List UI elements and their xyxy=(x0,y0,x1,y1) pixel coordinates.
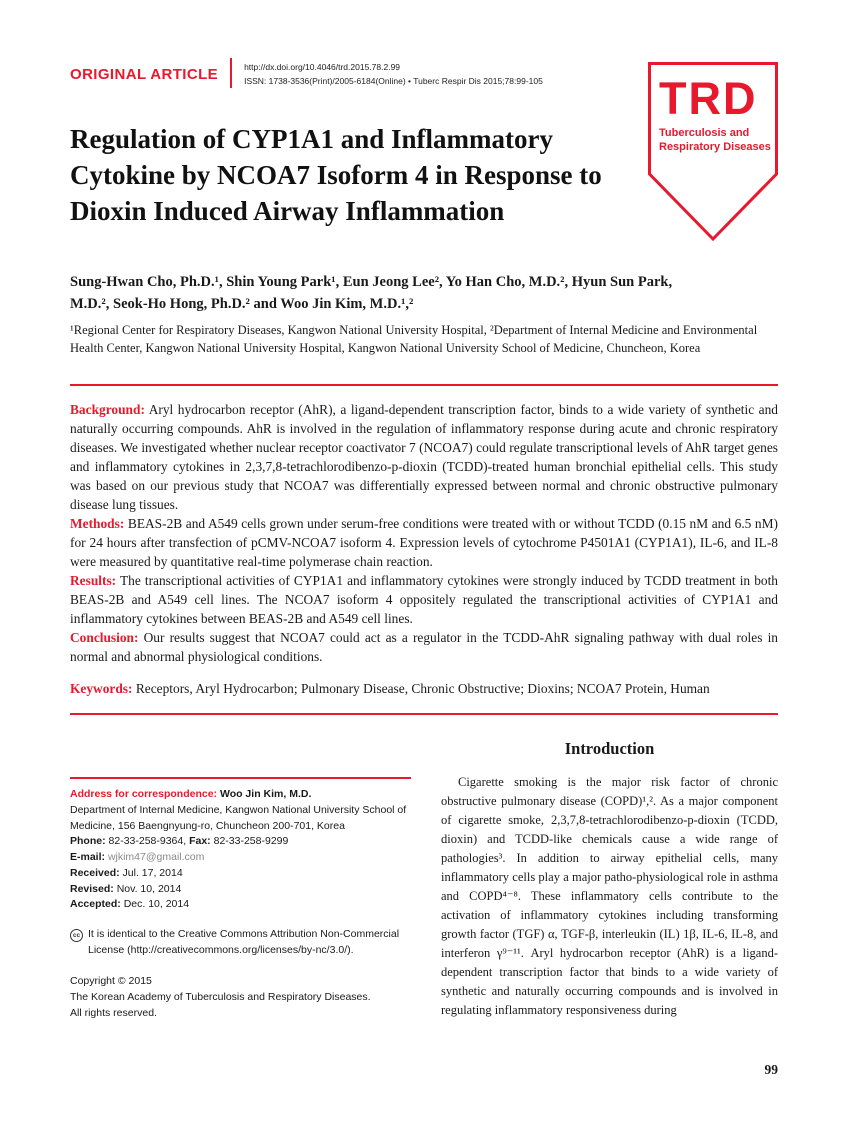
creative-commons-icon: cc xyxy=(70,929,83,942)
phone-label: Phone: xyxy=(70,835,106,848)
page-number: 99 xyxy=(764,1062,778,1077)
title-line-3: Dioxin Induced Airway Inflammation xyxy=(70,195,505,226)
abstract-background xyxy=(70,400,778,514)
journal-logo-pennant xyxy=(648,62,778,242)
correspondence-label: Address for correspondence: xyxy=(70,788,218,801)
phone-fax-line xyxy=(70,834,411,850)
abstract-results-text: The transcriptional activities of CYP1A1 and inflammatory cytokines were strongly induced by TCDD treatment in both BEAS-2B and A549 cell lines. The NCOA7 isoform 4 oppositely regulated the transcriptional activities of CYP1A1 and inflammatory cytokines between BEAS-2B and A549 cell lines. xyxy=(70,573,779,627)
abstract-methods xyxy=(70,514,778,571)
journal-name-line2: Respiratory Diseases xyxy=(659,141,771,153)
correspondence-column xyxy=(70,739,411,1021)
header-divider xyxy=(230,58,232,88)
received-label: Received: xyxy=(70,866,120,879)
abstract-conclusion xyxy=(70,628,778,666)
email-line xyxy=(70,850,411,866)
revised-date: Nov. 10, 2014 xyxy=(116,882,182,895)
copyright-line-1: Copyright © 2015 xyxy=(70,974,152,987)
correspondence-address: Department of Internal Medicine, Kangwon National University School of Medicine, 156 Baengnyung-ro, Chuncheon 200-701, Korea xyxy=(70,803,407,832)
phone-value: 82-33-258-9364, xyxy=(108,835,187,848)
keywords-label: Keywords: xyxy=(70,681,133,697)
correspondence-line xyxy=(70,787,411,803)
abstract-results-label: Results: xyxy=(70,573,117,589)
abstract-methods-label: Methods: xyxy=(70,515,125,531)
accepted-line xyxy=(70,897,411,913)
accepted-date: Dec. 10, 2014 xyxy=(123,898,190,911)
abstract xyxy=(70,400,778,698)
copyright-line-3: All rights reserved. xyxy=(70,1007,157,1020)
article-type-label: ORIGINAL ARTICLE xyxy=(70,66,219,83)
journal-name-line1: Tuberculosis and xyxy=(659,127,750,139)
email-value: wjkim47@gmail.com xyxy=(107,851,205,864)
authors xyxy=(70,272,778,316)
affiliations: ¹Regional Center for Respiratory Diseases, Kangwon National University Hospital, ²Department of Internal Medicine and Environmental Health Center, Kangwon National University Hospital, Kangwon National University School of Medicine, Chuncheon, Korea xyxy=(70,323,758,355)
keywords-text: Receptors, Aryl Hydrocarbon; Pulmonary Disease, Chronic Obstructive; Dioxins; NCOA7 Protein, Human xyxy=(135,681,710,697)
correspondence-name: Woo Jin Kim, M.D. xyxy=(219,788,312,801)
abstract-results xyxy=(70,571,778,628)
fax-label: Fax: xyxy=(189,835,211,848)
introduction-column xyxy=(441,739,778,1021)
revised-label: Revised: xyxy=(70,882,114,895)
license-notice xyxy=(70,927,411,959)
abstract-bottom-rule xyxy=(70,713,778,715)
abstract-background-text: Aryl hydrocarbon receptor (AhR), a ligand-dependent transcription factor, binds to a wide variety of synthetic and naturally occurring compounds. AhR is involved in the regulation of inflammatory response during acute and chronic respiratory diseases. We investigated whether nuclear receptor coactivator 7 (NCOA7) could regulate transcriptional levels of AhR target genes and inflammatory cytokines in 2,3,7,8-tetrachlorodibenzo-p-dioxin (TCDD)-treated human bronchial epithelial cells. This study was based on our previous study that NCOA7 was differentially expressed between normal and chronic obstructive pulmonary disease lung tissues. xyxy=(70,401,779,512)
abstract-conclusion-label: Conclusion: xyxy=(70,630,139,646)
two-column-section xyxy=(70,739,778,1021)
correspondence-block xyxy=(70,787,411,913)
fax-value: 82-33-258-9299 xyxy=(213,835,289,848)
copyright-line-2: The Korean Academy of Tuberculosis and Respiratory Diseases. xyxy=(70,990,371,1003)
citation-block xyxy=(244,60,543,88)
copyright-block xyxy=(70,973,411,1022)
abstract-methods-text: BEAS-2B and A549 cells grown under serum-free conditions were treated with or without TCDD (0.15 nM and 6.5 nM) for 24 hours after transfection of pCMV-NCOA7 isoform 4. Expression levels of cytochrome P4501A1 (CYP1A1), IL-6, and IL-8 were measured by quantitative real-time polymerase chain reaction. xyxy=(70,515,778,569)
issn-text: ISSN: 1738-3536(Print)/2005-6184(Online) • Tuberc Respir Dis 2015;78:99-105 xyxy=(244,76,543,87)
introduction-heading: Introduction xyxy=(564,739,655,759)
accepted-label: Accepted: xyxy=(70,898,121,911)
introduction-paragraph: Cigarette smoking is the major risk factor of chronic obstructive pulmonary disease (COPD)¹,². As a major component of cigarette smoke, 2,3,7,8-tetrachlorodibenzo-p-dioxin (TCDD, dioxin) and TCDD-like chemicals cause a wide range of pathologies³. In addition to airway epithelial cells, many inflammatory cells play a major patho-physiological role in asthma and COPD⁴⁻⁸. These inflammatory cells contribute to the activation of inflammatory cytokines including transforming growth factor (TGF) α, TGF-β, interleukin (IL) 1β, IL-6, IL-8, and interferon γ⁹⁻¹¹. Aryl hydrocarbon receptor (AhR) is a ligand-dependent transcription factor that binds to a wide variety of synthetic and naturally occurring compounds and is involved in regulating inflammatory responsiveness during xyxy=(441,775,778,1018)
authors-line-2: M.D.², Seok-Ho Hong, Ph.D.² and Woo Jin Kim, M.D.¹,² xyxy=(70,295,414,312)
title-line-1: Regulation of CYP1A1 and Inflammatory xyxy=(70,124,553,155)
authors-line-1: Sung-Hwan Cho, Ph.D.¹, Shin Young Park¹, Eun Jeong Lee², Yo Han Cho, M.D.², Hyun Sun Park, xyxy=(70,273,673,290)
keywords-line xyxy=(70,679,778,698)
email-label: E-mail: xyxy=(70,851,106,864)
received-date: Jul. 17, 2014 xyxy=(122,866,183,879)
correspondence-rule xyxy=(70,777,411,779)
journal-acronym: TRD xyxy=(659,73,758,124)
abstract-top-rule xyxy=(70,384,778,386)
abstract-conclusion-text: Our results suggest that NCOA7 could act as a regulator in the TCDD-AhR signaling pathway with dual roles in normal and abnormal physiological conditions. xyxy=(70,630,778,665)
received-line xyxy=(70,866,411,882)
title-line-2: Cytokine by NCOA7 Isoform 4 in Response to xyxy=(70,159,602,190)
abstract-background-label: Background: xyxy=(70,401,145,417)
license-text: It is identical to the Creative Commons Attribution Non-Commercial License (http://creativecommons.org/licenses/by-nc/3.0/). xyxy=(88,928,400,956)
journal-logo xyxy=(648,62,778,242)
doi-link: http://dx.doi.org/10.4046/trd.2015.78.2.99 xyxy=(244,62,401,72)
revised-line xyxy=(70,882,411,898)
